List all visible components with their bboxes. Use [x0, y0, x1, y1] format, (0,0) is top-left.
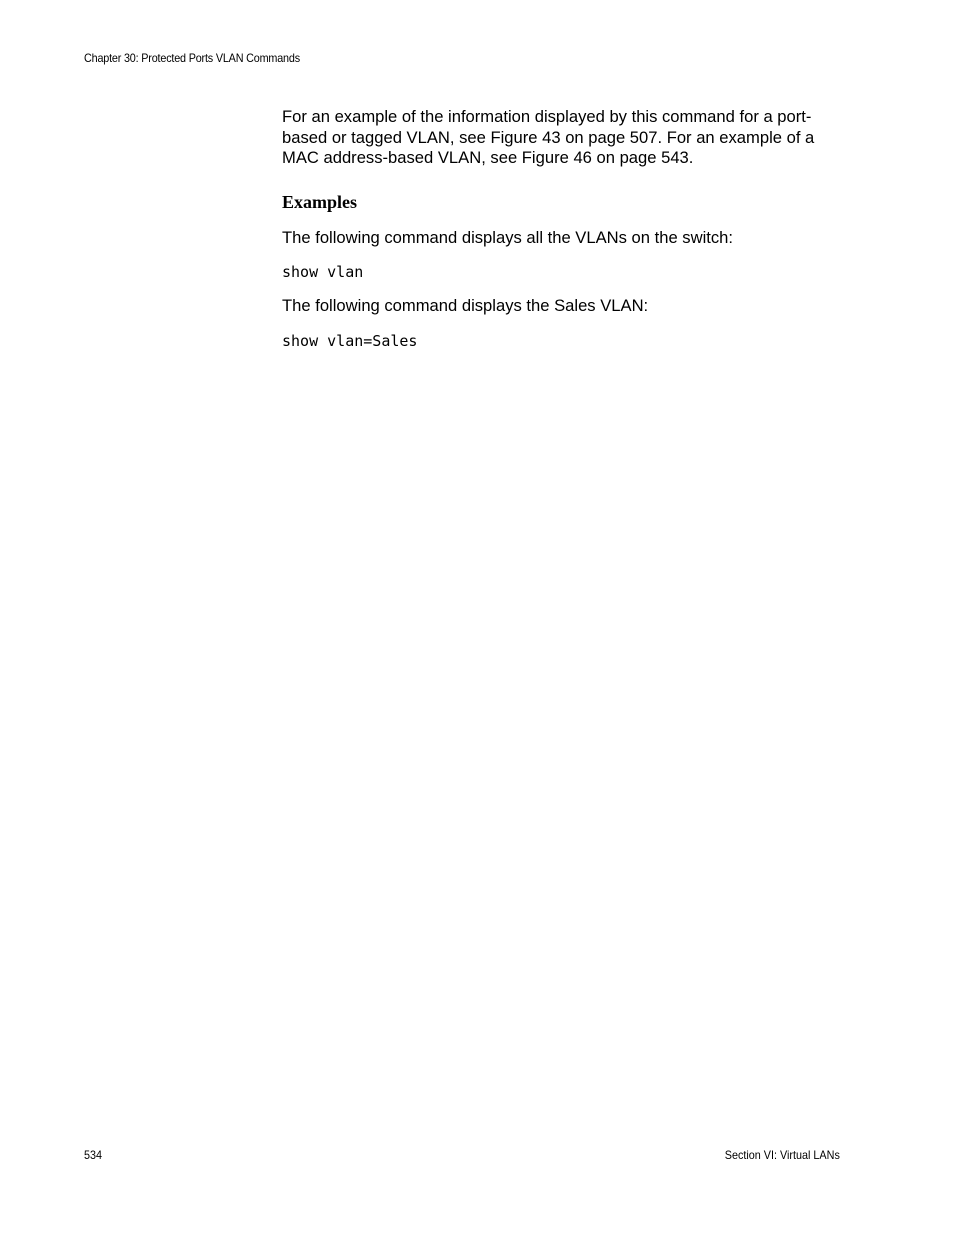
intro-line: For an example of the information displayed by this command for a port-: [282, 107, 812, 126]
intro-line: based or tagged VLAN, see Figure 43 on page 507. For an example of a: [282, 127, 815, 147]
example-1-command: show vlan: [282, 263, 364, 281]
example-1-description: The following command displays all the VLANs on the switch:: [282, 227, 734, 247]
page-content: [282, 107, 842, 351]
example-2-description: The following command displays the Sales VLAN:: [282, 296, 649, 315]
intro-paragraph: [282, 107, 842, 169]
examples-heading: Examples: [282, 191, 358, 212]
section-title: Section VI: Virtual LANs: [724, 1148, 840, 1162]
intro-line: MAC address-based VLAN, see Figure 46 on page 543.: [282, 148, 694, 167]
page-number: 534: [84, 1148, 103, 1162]
running-header: Chapter 30: Protected Ports VLAN Commands: [84, 51, 300, 65]
example-2-command: show vlan=Sales: [282, 331, 418, 350]
